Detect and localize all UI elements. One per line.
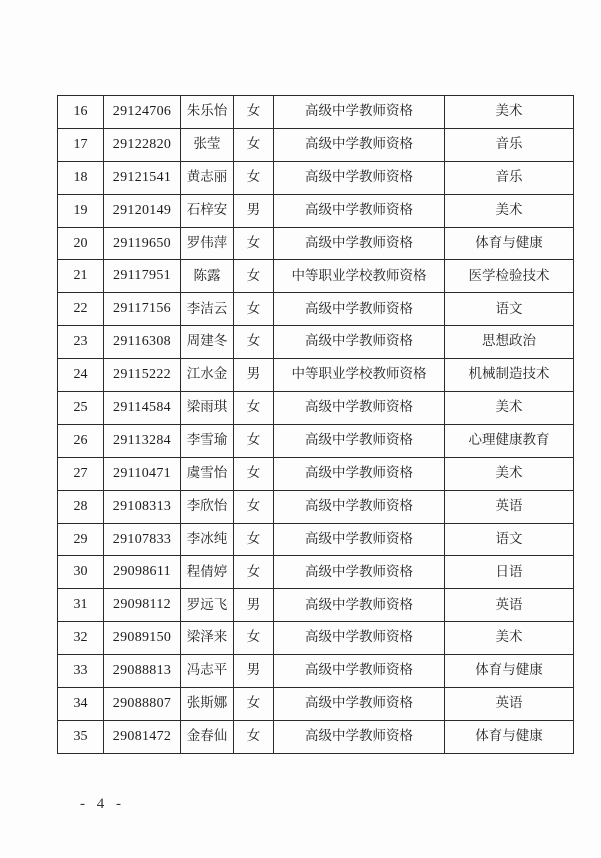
cell-name: 梁泽来 [181,622,234,655]
table-row [58,589,574,622]
cell-qualification: 高级中学教师资格 [274,293,445,326]
cell-candidate-id: 29098112 [104,589,181,622]
cell-qualification: 高级中学教师资格 [274,424,445,457]
cell-qualification: 高级中学教师资格 [274,227,445,260]
cell-seq-no: 29 [58,523,104,556]
cell-subject: 思想政治 [445,326,574,359]
cell-gender: 女 [234,161,274,194]
cell-subject: 机械制造技术 [445,359,574,392]
table-row [58,523,574,556]
cell-seq-no: 17 [58,128,104,161]
cell-candidate-id: 29114584 [104,392,181,425]
table-row [58,293,574,326]
cell-candidate-id: 29115222 [104,359,181,392]
table-row [58,161,574,194]
roster-table [57,95,574,754]
table-row [58,227,574,260]
cell-gender: 女 [234,523,274,556]
cell-subject: 体育与健康 [445,227,574,260]
cell-gender: 女 [234,326,274,359]
cell-name: 黄志丽 [181,161,234,194]
cell-gender: 女 [234,688,274,721]
table-row [58,655,574,688]
cell-gender: 男 [234,194,274,227]
cell-gender: 男 [234,655,274,688]
table-row [58,424,574,457]
cell-seq-no: 32 [58,622,104,655]
cell-seq-no: 25 [58,392,104,425]
cell-qualification: 高级中学教师资格 [274,589,445,622]
cell-seq-no: 26 [58,424,104,457]
cell-seq-no: 30 [58,556,104,589]
cell-gender: 女 [234,260,274,293]
cell-candidate-id: 29098611 [104,556,181,589]
cell-candidate-id: 29120149 [104,194,181,227]
cell-subject: 美术 [445,457,574,490]
cell-subject: 音乐 [445,161,574,194]
cell-name: 江水金 [181,359,234,392]
cell-candidate-id: 29119650 [104,227,181,260]
cell-qualification: 高级中学教师资格 [274,655,445,688]
cell-subject: 美术 [445,194,574,227]
cell-candidate-id: 29124706 [104,96,181,129]
cell-gender: 女 [234,128,274,161]
table-row [58,96,574,129]
cell-candidate-id: 29117156 [104,293,181,326]
cell-seq-no: 31 [58,589,104,622]
cell-subject: 体育与健康 [445,655,574,688]
cell-subject: 语文 [445,293,574,326]
cell-candidate-id: 29116308 [104,326,181,359]
cell-name: 罗远飞 [181,589,234,622]
cell-name: 张斯娜 [181,688,234,721]
cell-candidate-id: 29108313 [104,490,181,523]
table-row [58,260,574,293]
cell-name: 朱乐怡 [181,96,234,129]
cell-qualification: 高级中学教师资格 [274,720,445,753]
cell-subject: 医学检验技术 [445,260,574,293]
cell-name: 李雪瑜 [181,424,234,457]
cell-candidate-id: 29117951 [104,260,181,293]
table-row [58,490,574,523]
cell-gender: 女 [234,392,274,425]
cell-subject: 英语 [445,490,574,523]
cell-subject: 英语 [445,688,574,721]
cell-name: 石梓安 [181,194,234,227]
table-row [58,128,574,161]
cell-name: 李洁云 [181,293,234,326]
cell-name: 李冰纯 [181,523,234,556]
cell-qualification: 中等职业学校教师资格 [274,359,445,392]
cell-name: 李欣怡 [181,490,234,523]
cell-seq-no: 18 [58,161,104,194]
cell-subject: 语文 [445,523,574,556]
cell-name: 周建冬 [181,326,234,359]
cell-seq-no: 20 [58,227,104,260]
cell-gender: 女 [234,556,274,589]
table-row [58,457,574,490]
cell-subject: 美术 [445,392,574,425]
cell-subject: 日语 [445,556,574,589]
cell-qualification: 高级中学教师资格 [274,523,445,556]
cell-gender: 女 [234,457,274,490]
cell-seq-no: 24 [58,359,104,392]
table-row [58,688,574,721]
table-row [58,720,574,753]
cell-seq-no: 33 [58,655,104,688]
cell-name: 张莹 [181,128,234,161]
cell-subject: 音乐 [445,128,574,161]
cell-candidate-id: 29081472 [104,720,181,753]
cell-qualification: 高级中学教师资格 [274,194,445,227]
cell-candidate-id: 29110471 [104,457,181,490]
cell-subject: 英语 [445,589,574,622]
cell-candidate-id: 29121541 [104,161,181,194]
cell-seq-no: 28 [58,490,104,523]
cell-seq-no: 19 [58,194,104,227]
roster-table-body [58,96,574,754]
cell-subject: 美术 [445,622,574,655]
cell-subject: 心理健康教育 [445,424,574,457]
cell-name: 陈露 [181,260,234,293]
table-row [58,392,574,425]
cell-qualification: 高级中学教师资格 [274,457,445,490]
cell-gender: 男 [234,359,274,392]
table-row [58,326,574,359]
cell-gender: 女 [234,720,274,753]
cell-seq-no: 23 [58,326,104,359]
cell-qualification: 高级中学教师资格 [274,326,445,359]
cell-seq-no: 22 [58,293,104,326]
cell-gender: 女 [234,227,274,260]
cell-gender: 女 [234,424,274,457]
cell-candidate-id: 29088813 [104,655,181,688]
cell-seq-no: 27 [58,457,104,490]
cell-name: 冯志平 [181,655,234,688]
cell-name: 金春仙 [181,720,234,753]
cell-qualification: 中等职业学校教师资格 [274,260,445,293]
page-number: - 4 - [80,796,125,812]
cell-seq-no: 16 [58,96,104,129]
cell-gender: 女 [234,622,274,655]
table-row [58,194,574,227]
cell-subject: 美术 [445,96,574,129]
cell-name: 虞雪怡 [181,457,234,490]
cell-seq-no: 34 [58,688,104,721]
cell-qualification: 高级中学教师资格 [274,128,445,161]
cell-name: 罗伟萍 [181,227,234,260]
cell-qualification: 高级中学教师资格 [274,556,445,589]
cell-qualification: 高级中学教师资格 [274,490,445,523]
table-row [58,622,574,655]
cell-gender: 男 [234,589,274,622]
cell-qualification: 高级中学教师资格 [274,392,445,425]
cell-gender: 女 [234,490,274,523]
table-row [58,359,574,392]
cell-qualification: 高级中学教师资格 [274,622,445,655]
cell-candidate-id: 29088807 [104,688,181,721]
cell-name: 梁雨琪 [181,392,234,425]
cell-candidate-id: 29113284 [104,424,181,457]
cell-candidate-id: 29122820 [104,128,181,161]
table-row [58,556,574,589]
cell-seq-no: 35 [58,720,104,753]
cell-gender: 女 [234,293,274,326]
cell-candidate-id: 29089150 [104,622,181,655]
cell-gender: 女 [234,96,274,129]
cell-qualification: 高级中学教师资格 [274,688,445,721]
cell-qualification: 高级中学教师资格 [274,161,445,194]
cell-subject: 体育与健康 [445,720,574,753]
cell-qualification: 高级中学教师资格 [274,96,445,129]
cell-name: 程倩婷 [181,556,234,589]
cell-candidate-id: 29107833 [104,523,181,556]
cell-seq-no: 21 [58,260,104,293]
